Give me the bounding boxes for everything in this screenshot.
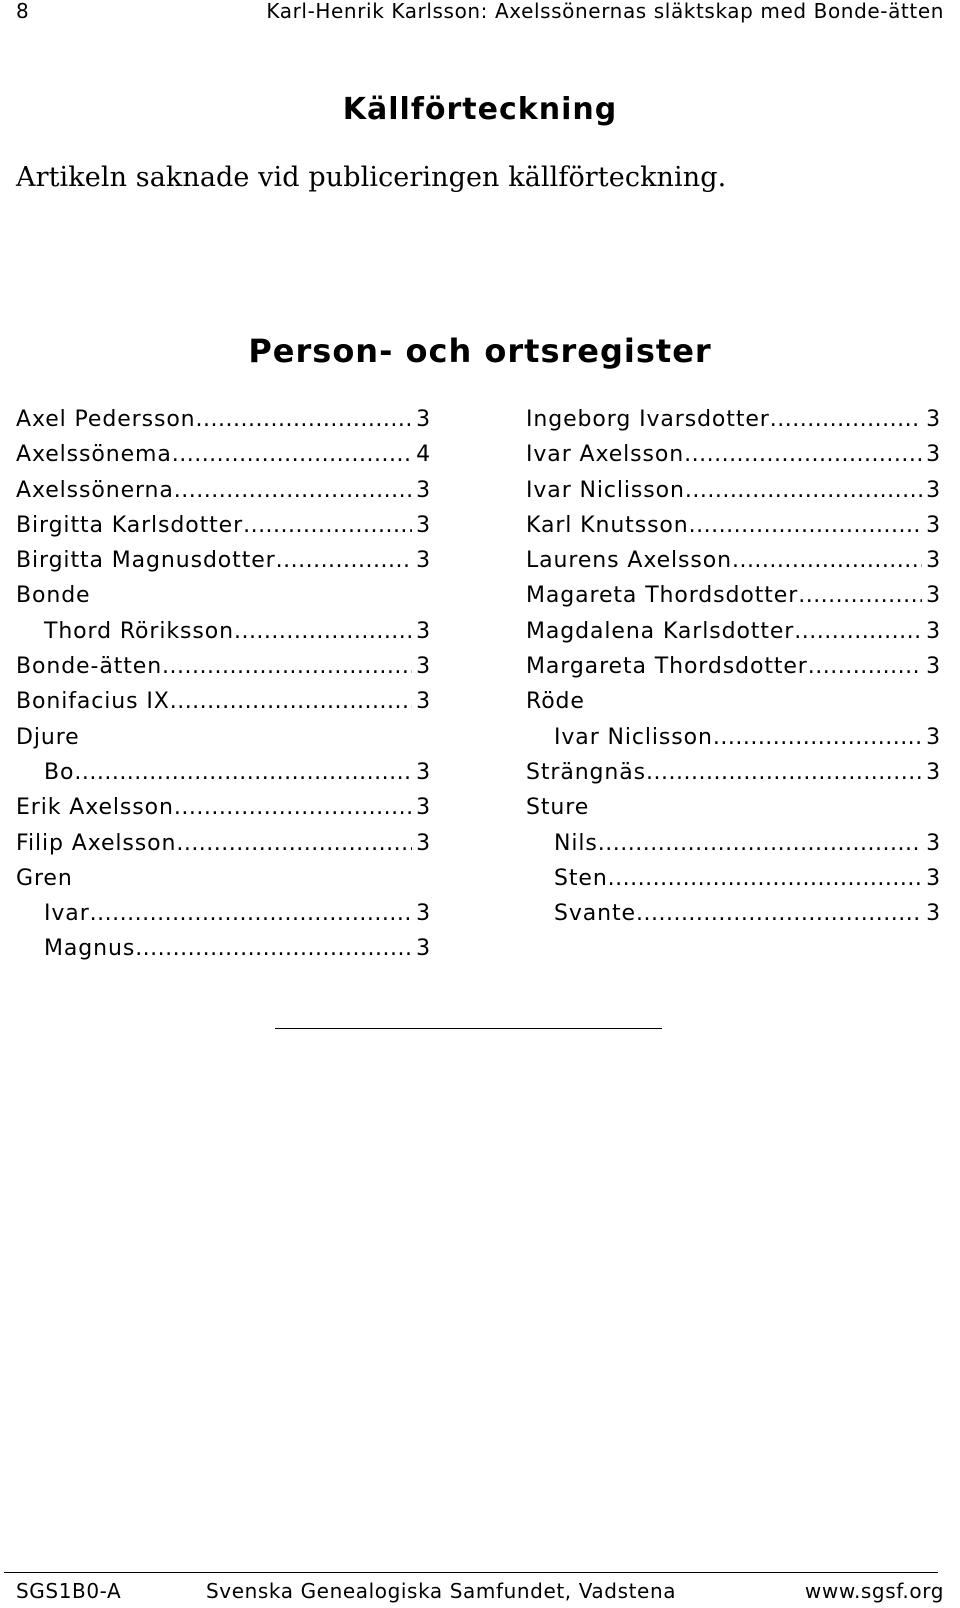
dot-leader bbox=[135, 931, 412, 966]
entry-page-number: 3 bbox=[926, 512, 941, 538]
entry-label: Bo bbox=[44, 759, 75, 785]
register-entry bbox=[526, 578, 941, 613]
entry-label: Röde bbox=[526, 689, 585, 715]
entry-page-number: 3 bbox=[926, 830, 941, 856]
dot-leader bbox=[646, 755, 922, 790]
entry-page-number: 3 bbox=[926, 583, 941, 609]
entry-label: Sten bbox=[554, 865, 608, 891]
dot-leader bbox=[608, 861, 922, 896]
entry-label: Karl Knutsson bbox=[526, 512, 689, 538]
register-entry bbox=[526, 896, 941, 931]
entry-page-number: 3 bbox=[926, 759, 941, 785]
entry-page-number: 3 bbox=[416, 759, 431, 785]
entry-label: Erik Axelsson bbox=[16, 795, 174, 821]
dot-leader bbox=[172, 437, 412, 472]
dot-leader bbox=[234, 614, 412, 649]
running-title: Karl-Henrik Karlsson: Axelssönernas släktskap med Bonde-ätten bbox=[266, 0, 944, 23]
dot-leader bbox=[808, 649, 922, 684]
register-entry bbox=[16, 402, 431, 437]
footer-rule bbox=[4, 1572, 938, 1573]
register-heading: Person- och ortsregister bbox=[248, 332, 712, 370]
entry-label: Ingeborg Ivarsdotter bbox=[526, 407, 770, 432]
entry-label: Ivar Axelsson bbox=[526, 442, 685, 468]
register-entry bbox=[526, 649, 941, 684]
dot-leader bbox=[74, 755, 412, 790]
register-entry bbox=[16, 720, 431, 755]
entry-label: Magdalena Karlsdotter bbox=[526, 618, 795, 644]
dot-leader bbox=[90, 896, 412, 931]
register-column-left bbox=[16, 402, 431, 967]
entry-page-number: 3 bbox=[926, 442, 941, 468]
entry-page-number: 3 bbox=[926, 654, 941, 680]
entry-page-number: 3 bbox=[416, 654, 431, 680]
entry-page-number: 3 bbox=[416, 689, 431, 715]
page-number: 8 bbox=[16, 0, 30, 23]
register-entry bbox=[526, 402, 941, 437]
register-entry bbox=[16, 473, 431, 508]
entry-label: Bonde-ätten bbox=[16, 654, 163, 680]
dot-leader bbox=[770, 402, 922, 437]
dot-leader bbox=[689, 508, 922, 543]
entry-page-number: 3 bbox=[926, 618, 941, 644]
dot-leader bbox=[196, 402, 413, 437]
dot-leader bbox=[162, 649, 412, 684]
entry-page-number: 3 bbox=[416, 830, 431, 856]
entry-label: Ivar Niclisson bbox=[526, 477, 685, 503]
register-entry bbox=[526, 437, 941, 472]
entry-page-number: 3 bbox=[416, 512, 431, 538]
register-entry bbox=[526, 861, 941, 896]
page-header bbox=[16, 0, 944, 26]
footer-publisher: Svenska Genealogiska Samfundet, Vadstena bbox=[206, 1579, 677, 1603]
dot-leader bbox=[636, 896, 922, 931]
entry-label: Magareta Thordsdotter bbox=[526, 583, 799, 609]
register-column-right bbox=[526, 402, 941, 931]
entry-page-number: 3 bbox=[416, 548, 431, 574]
entry-page-number: 3 bbox=[416, 901, 431, 927]
dot-leader bbox=[174, 790, 412, 825]
register-entry bbox=[16, 437, 431, 472]
entry-page-number: 3 bbox=[416, 795, 431, 821]
register-entry bbox=[16, 508, 431, 543]
entry-label: Bonifacius IX bbox=[16, 689, 170, 715]
entry-page-number: 3 bbox=[926, 477, 941, 503]
entry-page-number: 3 bbox=[416, 936, 431, 962]
dot-leader bbox=[794, 614, 922, 649]
entry-label: Axel Pedersson bbox=[16, 407, 196, 432]
dot-leader bbox=[685, 473, 922, 508]
entry-label: Ivar bbox=[44, 901, 90, 927]
register-entry bbox=[16, 931, 431, 966]
footer-website: www.sgsf.org bbox=[804, 1579, 944, 1603]
dot-leader bbox=[798, 578, 922, 613]
register-entry bbox=[16, 896, 431, 931]
entry-label: Strängnäs bbox=[526, 759, 647, 785]
entry-label: Djure bbox=[16, 724, 80, 750]
entry-page-number: 3 bbox=[416, 407, 431, 432]
register-entry bbox=[526, 755, 941, 790]
register-entry bbox=[16, 543, 431, 578]
register-entry bbox=[526, 826, 941, 861]
entry-page-number: 3 bbox=[416, 477, 431, 503]
dot-leader bbox=[176, 826, 412, 861]
entry-label: Margareta Thordsdotter bbox=[526, 654, 808, 680]
sources-text: Artikeln saknade vid publiceringen källförteckning. bbox=[16, 162, 727, 193]
dot-leader bbox=[276, 543, 412, 578]
register-entry bbox=[526, 790, 941, 825]
dot-leader bbox=[243, 508, 412, 543]
entry-page-number: 3 bbox=[926, 548, 941, 574]
entry-page-number: 3 bbox=[926, 407, 941, 432]
entry-page-number: 3 bbox=[926, 724, 941, 750]
register-entry bbox=[526, 684, 941, 719]
register-entry bbox=[526, 508, 941, 543]
register-entry bbox=[16, 684, 431, 719]
entry-label: Thord Röriksson bbox=[44, 618, 234, 644]
footer-code: SGS1B0-A bbox=[16, 1579, 122, 1603]
register-entry bbox=[16, 755, 431, 790]
page-footer bbox=[16, 1577, 944, 1605]
entry-label: Svante bbox=[554, 901, 636, 927]
entry-label: Filip Axelsson bbox=[16, 830, 177, 856]
entry-label: Nils bbox=[554, 830, 598, 856]
dot-leader bbox=[713, 720, 922, 755]
register-entry bbox=[16, 578, 431, 613]
end-separator-rule bbox=[275, 1028, 662, 1029]
dot-leader bbox=[170, 684, 412, 719]
entry-label: Ivar Niclisson bbox=[554, 724, 713, 750]
entry-page-number: 3 bbox=[926, 865, 941, 891]
dot-leader bbox=[732, 543, 922, 578]
entry-label: Sture bbox=[526, 795, 590, 821]
register-entry bbox=[16, 790, 431, 825]
register-entry bbox=[16, 649, 431, 684]
sources-heading: Källförteckning bbox=[342, 92, 618, 127]
entry-label: Bonde bbox=[16, 583, 91, 609]
register-entry bbox=[526, 543, 941, 578]
entry-label: Gren bbox=[16, 865, 73, 891]
entry-page-number: 4 bbox=[416, 442, 431, 468]
entry-page-number: 3 bbox=[416, 618, 431, 644]
entry-label: Birgitta Karlsdotter bbox=[16, 512, 244, 538]
entry-label: Axelssönerna bbox=[16, 477, 174, 503]
register-entry bbox=[526, 720, 941, 755]
dot-leader bbox=[174, 473, 412, 508]
entry-label: Laurens Axelsson bbox=[526, 548, 732, 574]
dot-leader bbox=[598, 826, 922, 861]
entry-label: Birgitta Magnusdotter bbox=[16, 548, 276, 574]
entry-page-number: 3 bbox=[926, 901, 941, 927]
dot-leader bbox=[684, 437, 922, 472]
register-entry bbox=[16, 861, 431, 896]
register-entry bbox=[16, 614, 431, 649]
register-entry bbox=[16, 826, 431, 861]
entry-label: Magnus bbox=[44, 936, 136, 962]
register-entry bbox=[526, 614, 941, 649]
entry-label: Axelssönema bbox=[16, 442, 172, 468]
register-entry bbox=[526, 473, 941, 508]
